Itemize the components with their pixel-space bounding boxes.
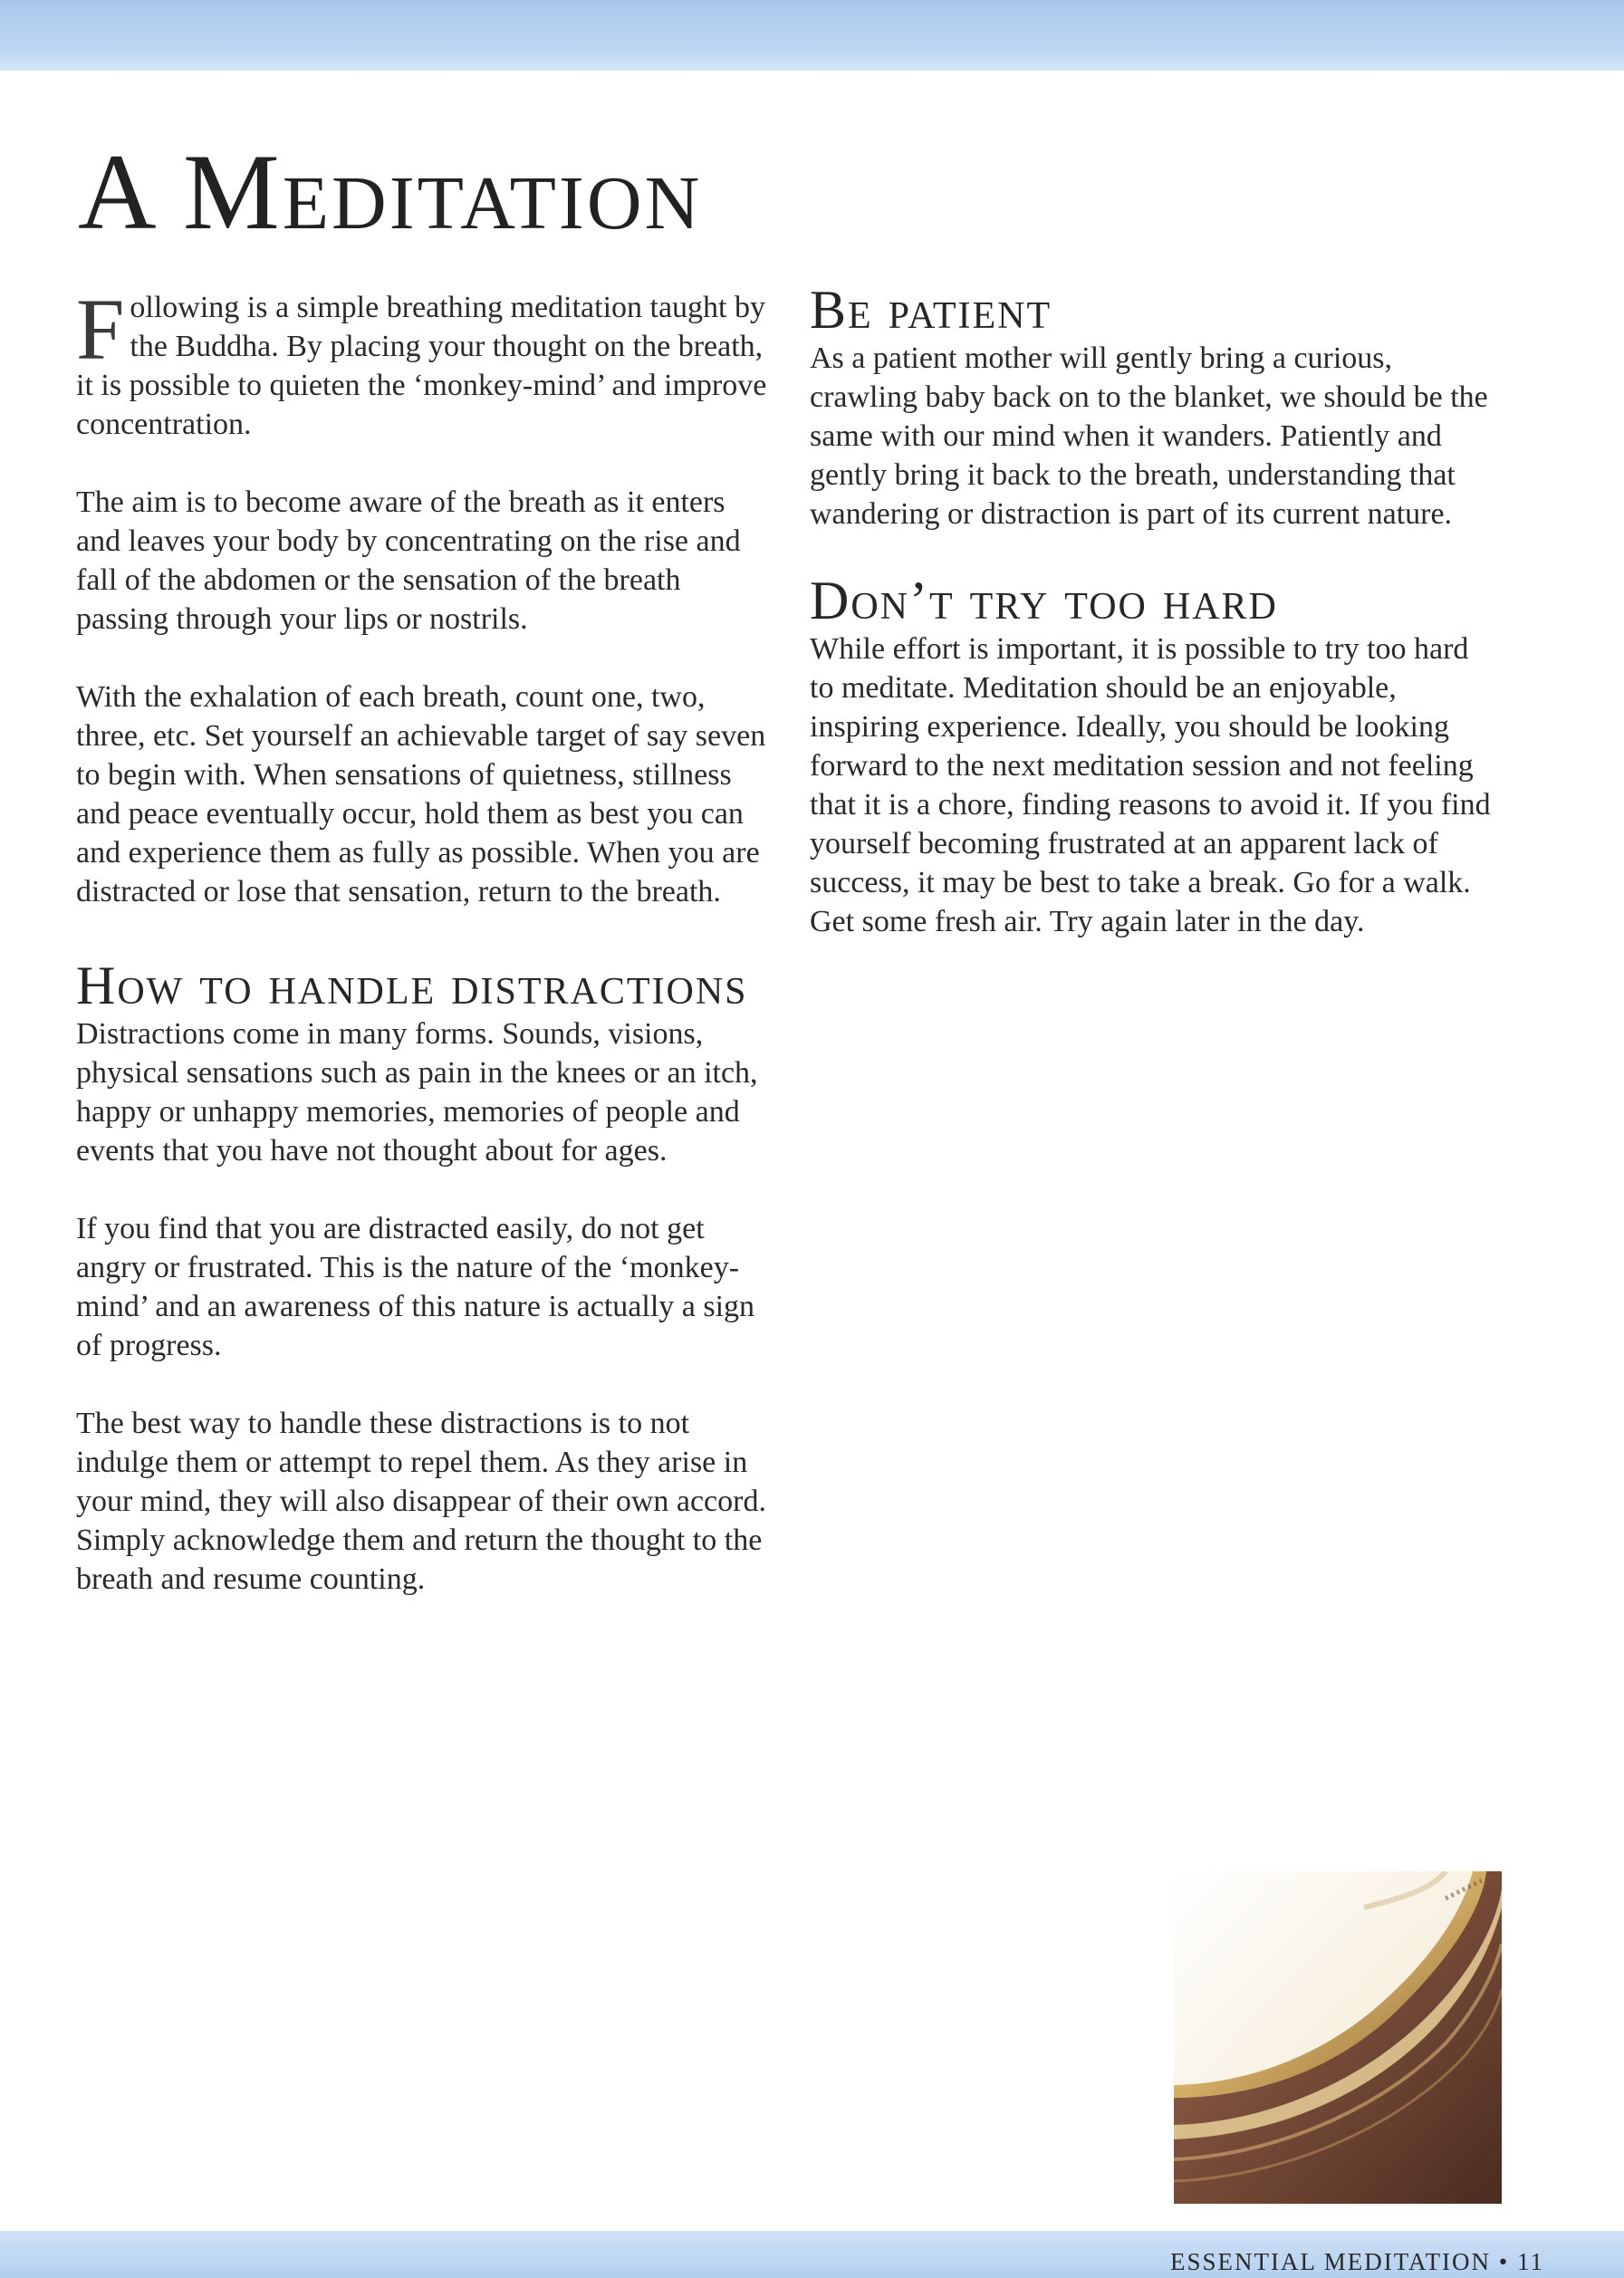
- intro-paragraph-1-text: ollowing is a simple breathing meditation taught by the Buddha. By placing your thought on the breath, it is possible to quieten the ‘monkey-mind’ and improve concentration.: [76, 291, 767, 441]
- heading-distractions: How to handle distractions: [76, 956, 748, 1015]
- drop-cap: F: [76, 281, 125, 378]
- intro-paragraph-1: [76, 281, 774, 444]
- intro-paragraph-3: With the exhalation of each breath, count one, two, three, etc. Set yourself an achievable target of say seven to begin with. When sensations of quietness, stillness and peace eventually occur, hold them as best you can and experience them as fully as possible. When you are distracted or lose that sensation, return to the breath.: [76, 680, 766, 908]
- intro-paragraph-2: The aim is to become aware of the breath as it enters and leaves your body by concentrating on the rise and fall of the abdomen or the sensation of the breath passing through your lips or nostrils.: [76, 485, 741, 636]
- distractions-paragraph-2: If you find that you are distracted easily, do not get angry or frustrated. This is the nature of the ‘monkey-mind’ and an awareness of this nature is actually a sign of progress.: [76, 1212, 755, 1362]
- page-footer: ESSENTIAL MEDITATION • 11: [1170, 2248, 1544, 2275]
- distractions-paragraph-3: The best way to handle these distractions is to not indulge them or attempt to repel them. As they arise in your mind, they will also disappear of their own accord. Simply acknowledge them and return the thought to the breath and resume counting.: [76, 1407, 766, 1596]
- heading-dont-try-too-hard: Don’t try too hard: [810, 571, 1278, 630]
- heading-be-patient: Be patient: [810, 280, 1052, 340]
- top-decorative-band: [0, 0, 1624, 71]
- left-column: [76, 281, 774, 1599]
- patient-paragraph: As a patient mother will gently bring a curious, crawling baby back on to the blanket, we should be the same with our mind when it wanders. Patiently and gently bring it back to the breath, understanding that wandering or distraction is part of its current nature.: [810, 341, 1488, 531]
- distractions-paragraph-1: Distractions come in many forms. Sounds, visions, physical sensations such as pain in the knees or an itch, happy or unhappy memories, memories of people and events that you have not thought about for ages.: [76, 1017, 758, 1168]
- try-hard-paragraph: While effort is important, it is possible to try too hard to meditate. Meditation should be an enjoyable, inspiring experience. Ideally, you should be looking forward to the next meditation session and not feeling that it is a chore, finding reasons to avoid it. If you find yourself becoming frustrated at an apparent lack of success, it may be best to take a break. Go for a walk. Get some fresh air. Try again later in the day.: [810, 632, 1491, 938]
- page-title: A Meditation: [78, 131, 703, 252]
- singing-bowl-photo: [1174, 1871, 1502, 2204]
- right-column: [810, 281, 1498, 941]
